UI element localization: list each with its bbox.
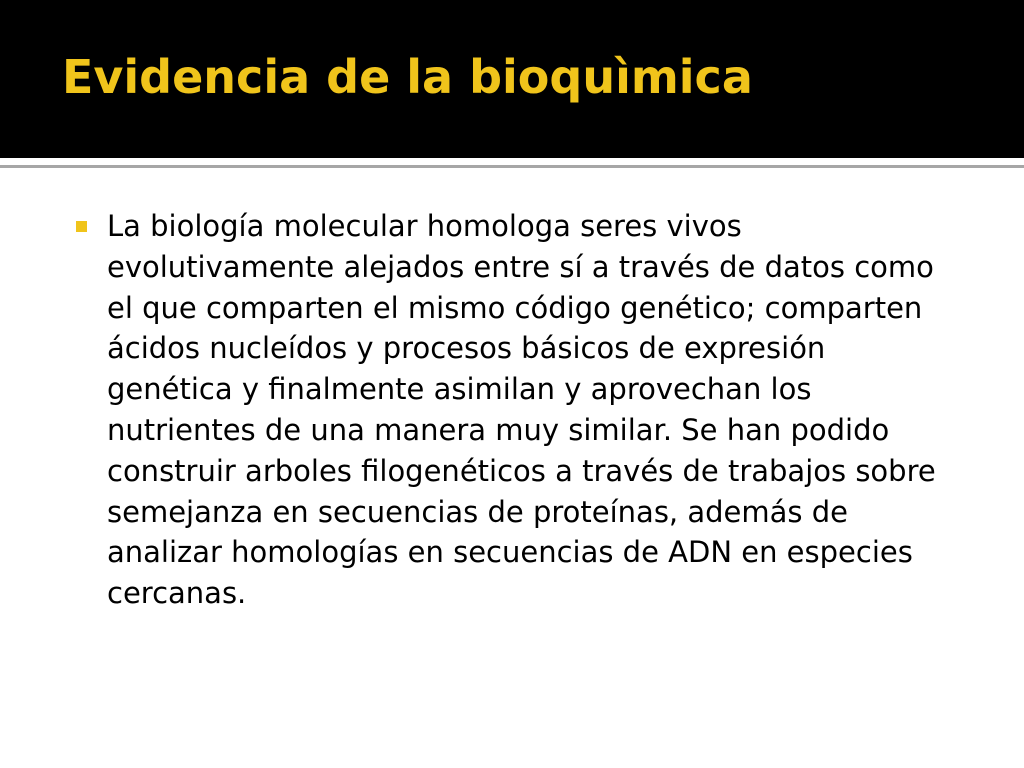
bullet-item [76, 206, 976, 614]
title-divider [0, 165, 1024, 168]
square-bullet-icon [76, 221, 87, 232]
title-bar [0, 0, 1024, 158]
slide-content [76, 206, 976, 614]
slide-title: Evidencia de la bioquìmica [62, 50, 753, 104]
title-rule-gap [0, 158, 1024, 165]
bullet-text: La biología molecular homologa seres vivos evolutivamente alejados entre sí a través de datos como el que comparten el mismo código genético; comparten ácidos nucleídos y procesos básicos de expresión genética y finalmente asimilan y aprovechan los nutrientes de una manera muy similar. Se han podido construir arboles filogenéticos a través de trabajos sobre semejanza en secuencias de proteínas, además de analizar homologías en secuencias de ADN en especies cercanas. [107, 209, 936, 611]
